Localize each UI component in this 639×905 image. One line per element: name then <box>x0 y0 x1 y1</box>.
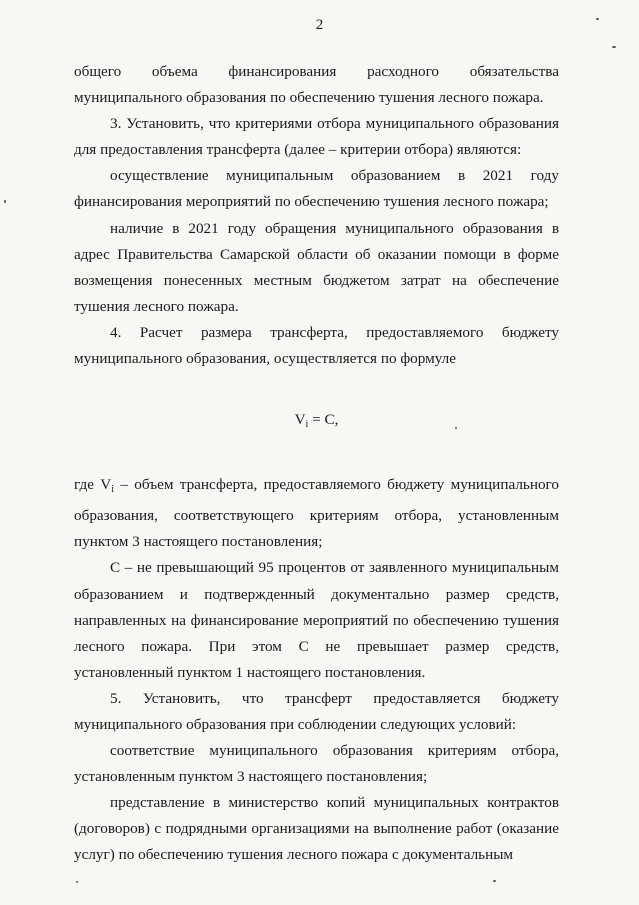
formula <box>74 407 559 438</box>
scan-speck <box>76 881 78 883</box>
scan-speck <box>612 46 616 48</box>
scan-speck <box>4 200 6 203</box>
vi-subscript: i <box>111 484 115 496</box>
paragraph-calculation: 4. Расчет размера трансферта, предоставляемого бюджету муниципального образования, осуществляется по формуле <box>74 323 559 368</box>
formula-rhs: = C, <box>308 411 339 429</box>
paragraph-1: общего объема финансирования расходного обязательства муниципального образования по обеспечению тушения лесного пожара. <box>74 63 559 107</box>
paragraph-criteria-intro: 3. Установить, что критериями отбора муниципального образования для предоставления трансферта (далее – критерии отбора) являются: <box>74 115 559 159</box>
paragraph-conditions: 5. Установить, что трансферт предоставляется бюджету муниципального образования при соблюдении следующих условий: <box>74 689 559 733</box>
paragraph-condition-criteria: соответствие муниципального образования критериям отбора, установленным пунктом 3 настоящего постановления; <box>74 742 559 786</box>
formula-subscript: i <box>305 419 309 431</box>
paragraph-criterion-appeal: наличие в 2021 году обращения муниципального образования в адрес Правительства Самарской области об оказании помощи в форме возмещения понесенных местным бюджетом затрат на обеспечение тушения лесного пожара. <box>74 219 559 315</box>
scan-speck <box>596 18 599 20</box>
scan-speck <box>455 427 457 429</box>
document-body <box>74 59 559 869</box>
vi-prefix: где V <box>74 476 112 494</box>
formula-lhs: V <box>294 411 306 429</box>
scan-speck <box>493 880 496 882</box>
paragraph-condition-contracts: представление в министерство копий муниципальных контрактов (договоров) с подрядными организациями на выполнение работ (оказание услуг) по обеспечению тушения лесного пожара с документальным <box>74 794 559 864</box>
vi-definition-text: – объем трансферта, предоставляемого бюджету муниципального образования, соответствующего критериям отбора, установленным пунктом 3 настоящего постановления; <box>74 476 559 551</box>
page-number: 2 <box>315 17 324 33</box>
paragraph-vi-definition <box>74 472 559 555</box>
paragraph-c-definition: С – не превышающий 95 процентов от заявленного муниципальным образованием и подтвержденный документально размер средств, направленных на финансирование мероприятий по обеспечению тушения лесного пожара. При этом С не превышает размер средств, установленный пунктом 1 настоящего постановления. <box>74 559 559 681</box>
paragraph-criterion-financing: осуществление муниципальным образованием в 2021 году финансирования мероприятий по обеспечению тушения лесного пожара; <box>74 167 559 211</box>
